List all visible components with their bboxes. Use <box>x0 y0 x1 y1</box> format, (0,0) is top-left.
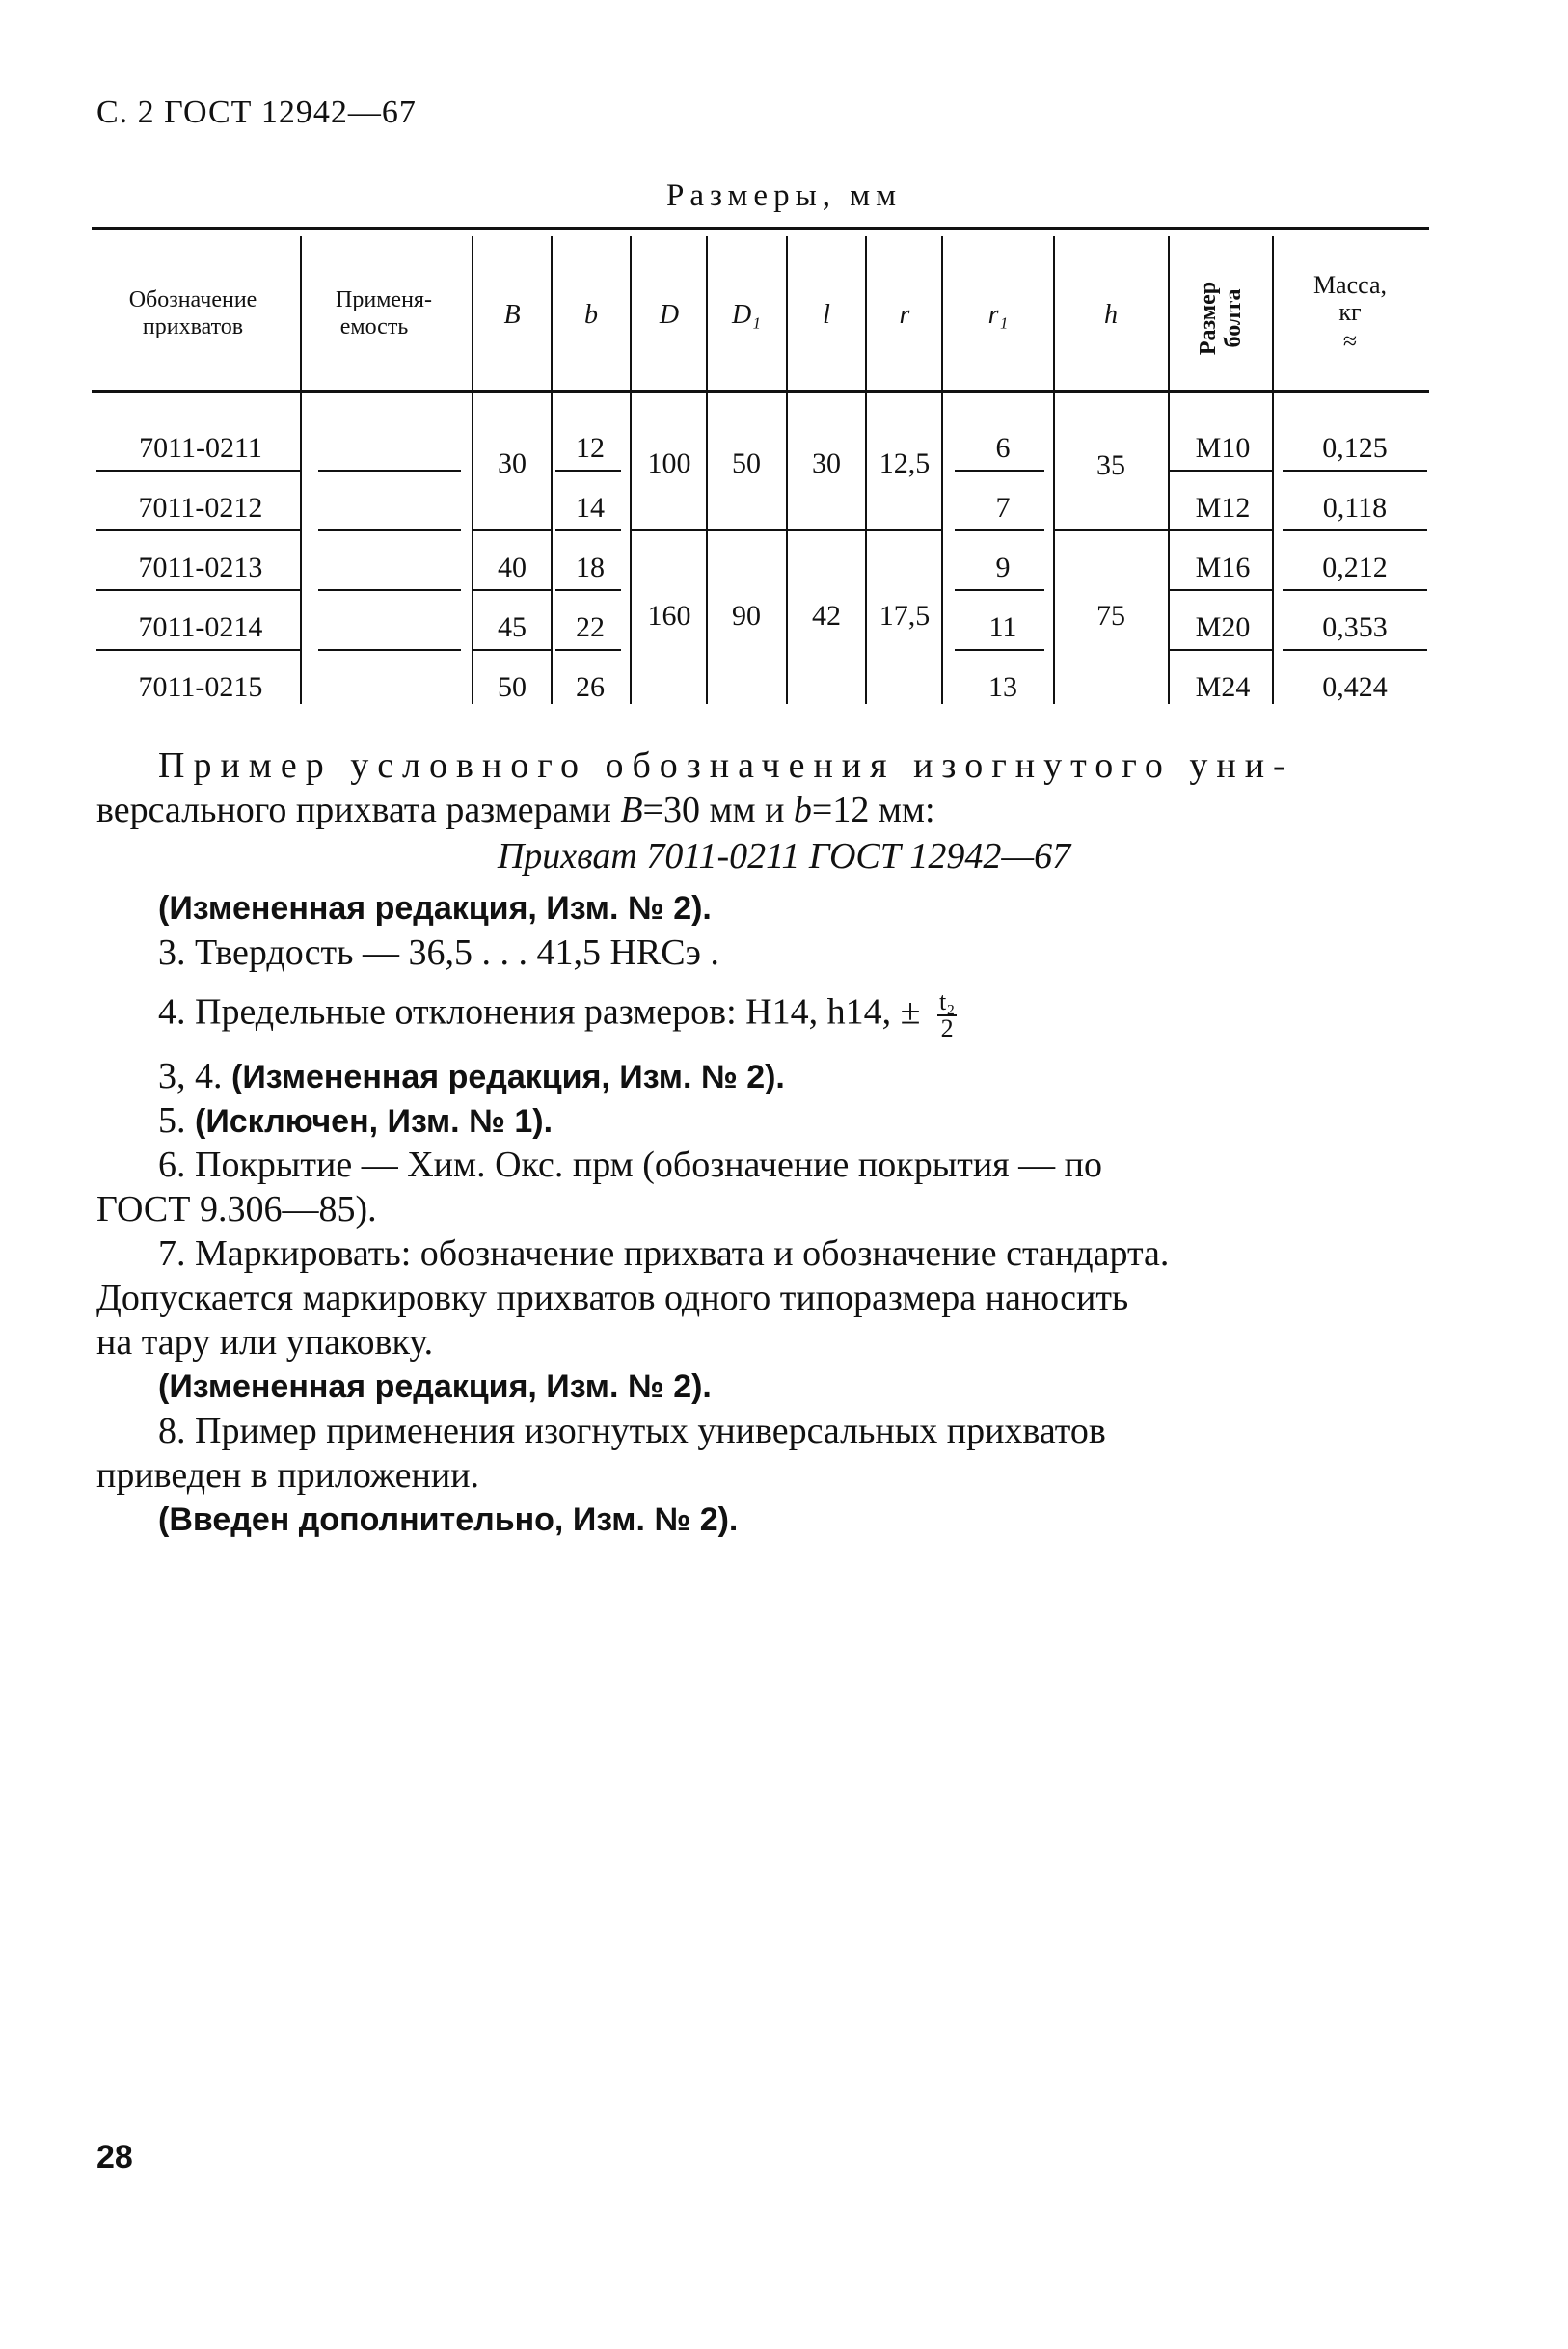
item-3-4 <box>158 1055 785 1099</box>
item-6-line-2: ГОСТ 9.306—85). <box>96 1189 377 1229</box>
header-mass-3: ≈ <box>1342 327 1358 355</box>
item-7-line-3: на тару или упаковку. <box>96 1322 434 1363</box>
example-designation: Прихват 7011-0211 ГОСТ 12942—67 <box>497 836 1071 877</box>
example-line-2 <box>96 789 935 832</box>
row1-b: 12 <box>576 432 605 464</box>
item-5-num: 5. <box>158 1100 186 1141</box>
change-note-1: (Измененная редакция, Изм. № 2). <box>158 890 712 927</box>
page-header: С. 2 ГОСТ 12942—67 <box>96 94 417 130</box>
item-3-4-note: (Измененная редакция, Изм. № 2). <box>231 1059 785 1095</box>
example-line-2-post: =12 мм: <box>811 790 935 830</box>
row1-bolt: М10 <box>1195 432 1251 464</box>
B-45: 45 <box>498 611 527 643</box>
header-applicability-2: емость <box>339 314 409 339</box>
D1-bottom: 90 <box>732 600 761 632</box>
item-4-fraction <box>937 989 957 1041</box>
item-3: 3. Твердость — 36,5 . . . 41,5 HRCэ . <box>158 932 719 973</box>
row1-designation: 7011-0211 <box>139 432 262 464</box>
row5-bolt: М24 <box>1195 671 1251 703</box>
row3-mass: 0,212 <box>1322 552 1388 583</box>
l-top: 30 <box>812 447 841 479</box>
row2-r1: 7 <box>995 492 1011 524</box>
item-5 <box>158 1099 553 1144</box>
row1-r1: 6 <box>995 432 1011 464</box>
D1-top: 50 <box>732 447 761 479</box>
item-7-line-2: Допускается маркировку прихватов одного типоразмера наносить <box>96 1278 1129 1318</box>
item-4-fraction-den: 2 <box>940 1014 954 1042</box>
row2-b: 14 <box>576 492 605 524</box>
item-6-line-1: 6. Покрытие — Хим. Окс. прм (обозначение покрытия — по <box>158 1145 1102 1185</box>
example-line-2-pre: версального прихвата размерами <box>96 790 611 830</box>
row3-r1: 9 <box>995 552 1011 583</box>
item-4 <box>158 989 957 1041</box>
example-line-2-b: b <box>793 790 812 830</box>
row5-b: 26 <box>576 671 605 703</box>
table-caption: Размеры, мм <box>665 178 903 213</box>
item-5-note: (Исключен, Изм. № 1). <box>195 1103 554 1140</box>
r-top: 12,5 <box>879 447 931 479</box>
row3-b: 18 <box>576 552 605 583</box>
row2-bolt: М12 <box>1195 492 1251 524</box>
dimensions-table <box>0 0 1568 733</box>
header-designation-1: Обозначение <box>128 287 257 312</box>
item-7-line-1: 7. Маркировать: обозначение прихвата и обозначение стандарта. <box>158 1233 1170 1274</box>
header-D1: D₁ <box>732 300 761 330</box>
row4-b: 22 <box>576 611 605 643</box>
row2-designation: 7011-0212 <box>138 492 263 524</box>
row1-mass: 0,125 <box>1322 432 1388 464</box>
header-applicability-1: Применя- <box>336 287 432 312</box>
example-line-2-B: B <box>620 790 643 830</box>
header-b: b <box>584 300 598 330</box>
header-mass-1: Масса, <box>1312 271 1388 299</box>
added-note: (Введен дополнительно, Изм. № 2). <box>158 1501 739 1538</box>
r-bottom: 17,5 <box>879 600 931 632</box>
header-mass-2: кг <box>1338 298 1362 326</box>
header-D: D <box>659 300 680 330</box>
row4-designation: 7011-0214 <box>138 611 263 643</box>
row4-mass: 0,353 <box>1322 611 1388 643</box>
row3-designation: 7011-0213 <box>138 552 263 583</box>
header-h: h <box>1104 300 1118 330</box>
l-bottom: 42 <box>812 600 841 632</box>
header-r: r <box>899 300 910 330</box>
header-bolt-2: болта <box>1221 288 1246 348</box>
B-30: 30 <box>498 447 527 479</box>
B-50: 50 <box>498 671 527 703</box>
row4-bolt: М20 <box>1195 611 1251 643</box>
item-3-4-num: 3, 4. <box>158 1056 223 1096</box>
h-bottom: 75 <box>1096 600 1125 632</box>
item-8-line-1: 8. Пример применения изогнутых универсальных прихватов <box>158 1411 1106 1451</box>
B-40: 40 <box>498 552 527 583</box>
page-number: 28 <box>96 2139 133 2175</box>
row5-r1: 13 <box>988 671 1017 703</box>
header-l: l <box>823 300 830 330</box>
item-4-fraction-num: t₂ <box>938 987 956 1015</box>
example-line-1: Пример условного обозначения изогнутого уни- <box>158 745 1294 786</box>
example-line-2-mid: =30 мм и <box>642 790 785 830</box>
D-top: 100 <box>647 447 691 479</box>
h-top: 35 <box>1096 449 1125 481</box>
row3-bolt: М16 <box>1195 552 1251 583</box>
item-8-line-2: приведен в приложении. <box>96 1455 480 1496</box>
header-B: B <box>503 300 521 330</box>
change-note-2: (Измененная редакция, Изм. № 2). <box>158 1368 712 1405</box>
row4-r1: 11 <box>988 611 1017 643</box>
row5-mass: 0,424 <box>1322 671 1388 703</box>
D-bottom: 160 <box>647 600 691 632</box>
row2-mass: 0,118 <box>1322 492 1388 524</box>
item-4-text: 4. Предельные отклонения размеров: H14, h14, ± <box>158 991 921 1033</box>
row5-designation: 7011-0215 <box>138 671 263 703</box>
header-bolt-1: Размер <box>1196 281 1221 356</box>
header-designation-2: прихватов <box>142 314 244 339</box>
header-r1: r₁ <box>987 300 1009 330</box>
